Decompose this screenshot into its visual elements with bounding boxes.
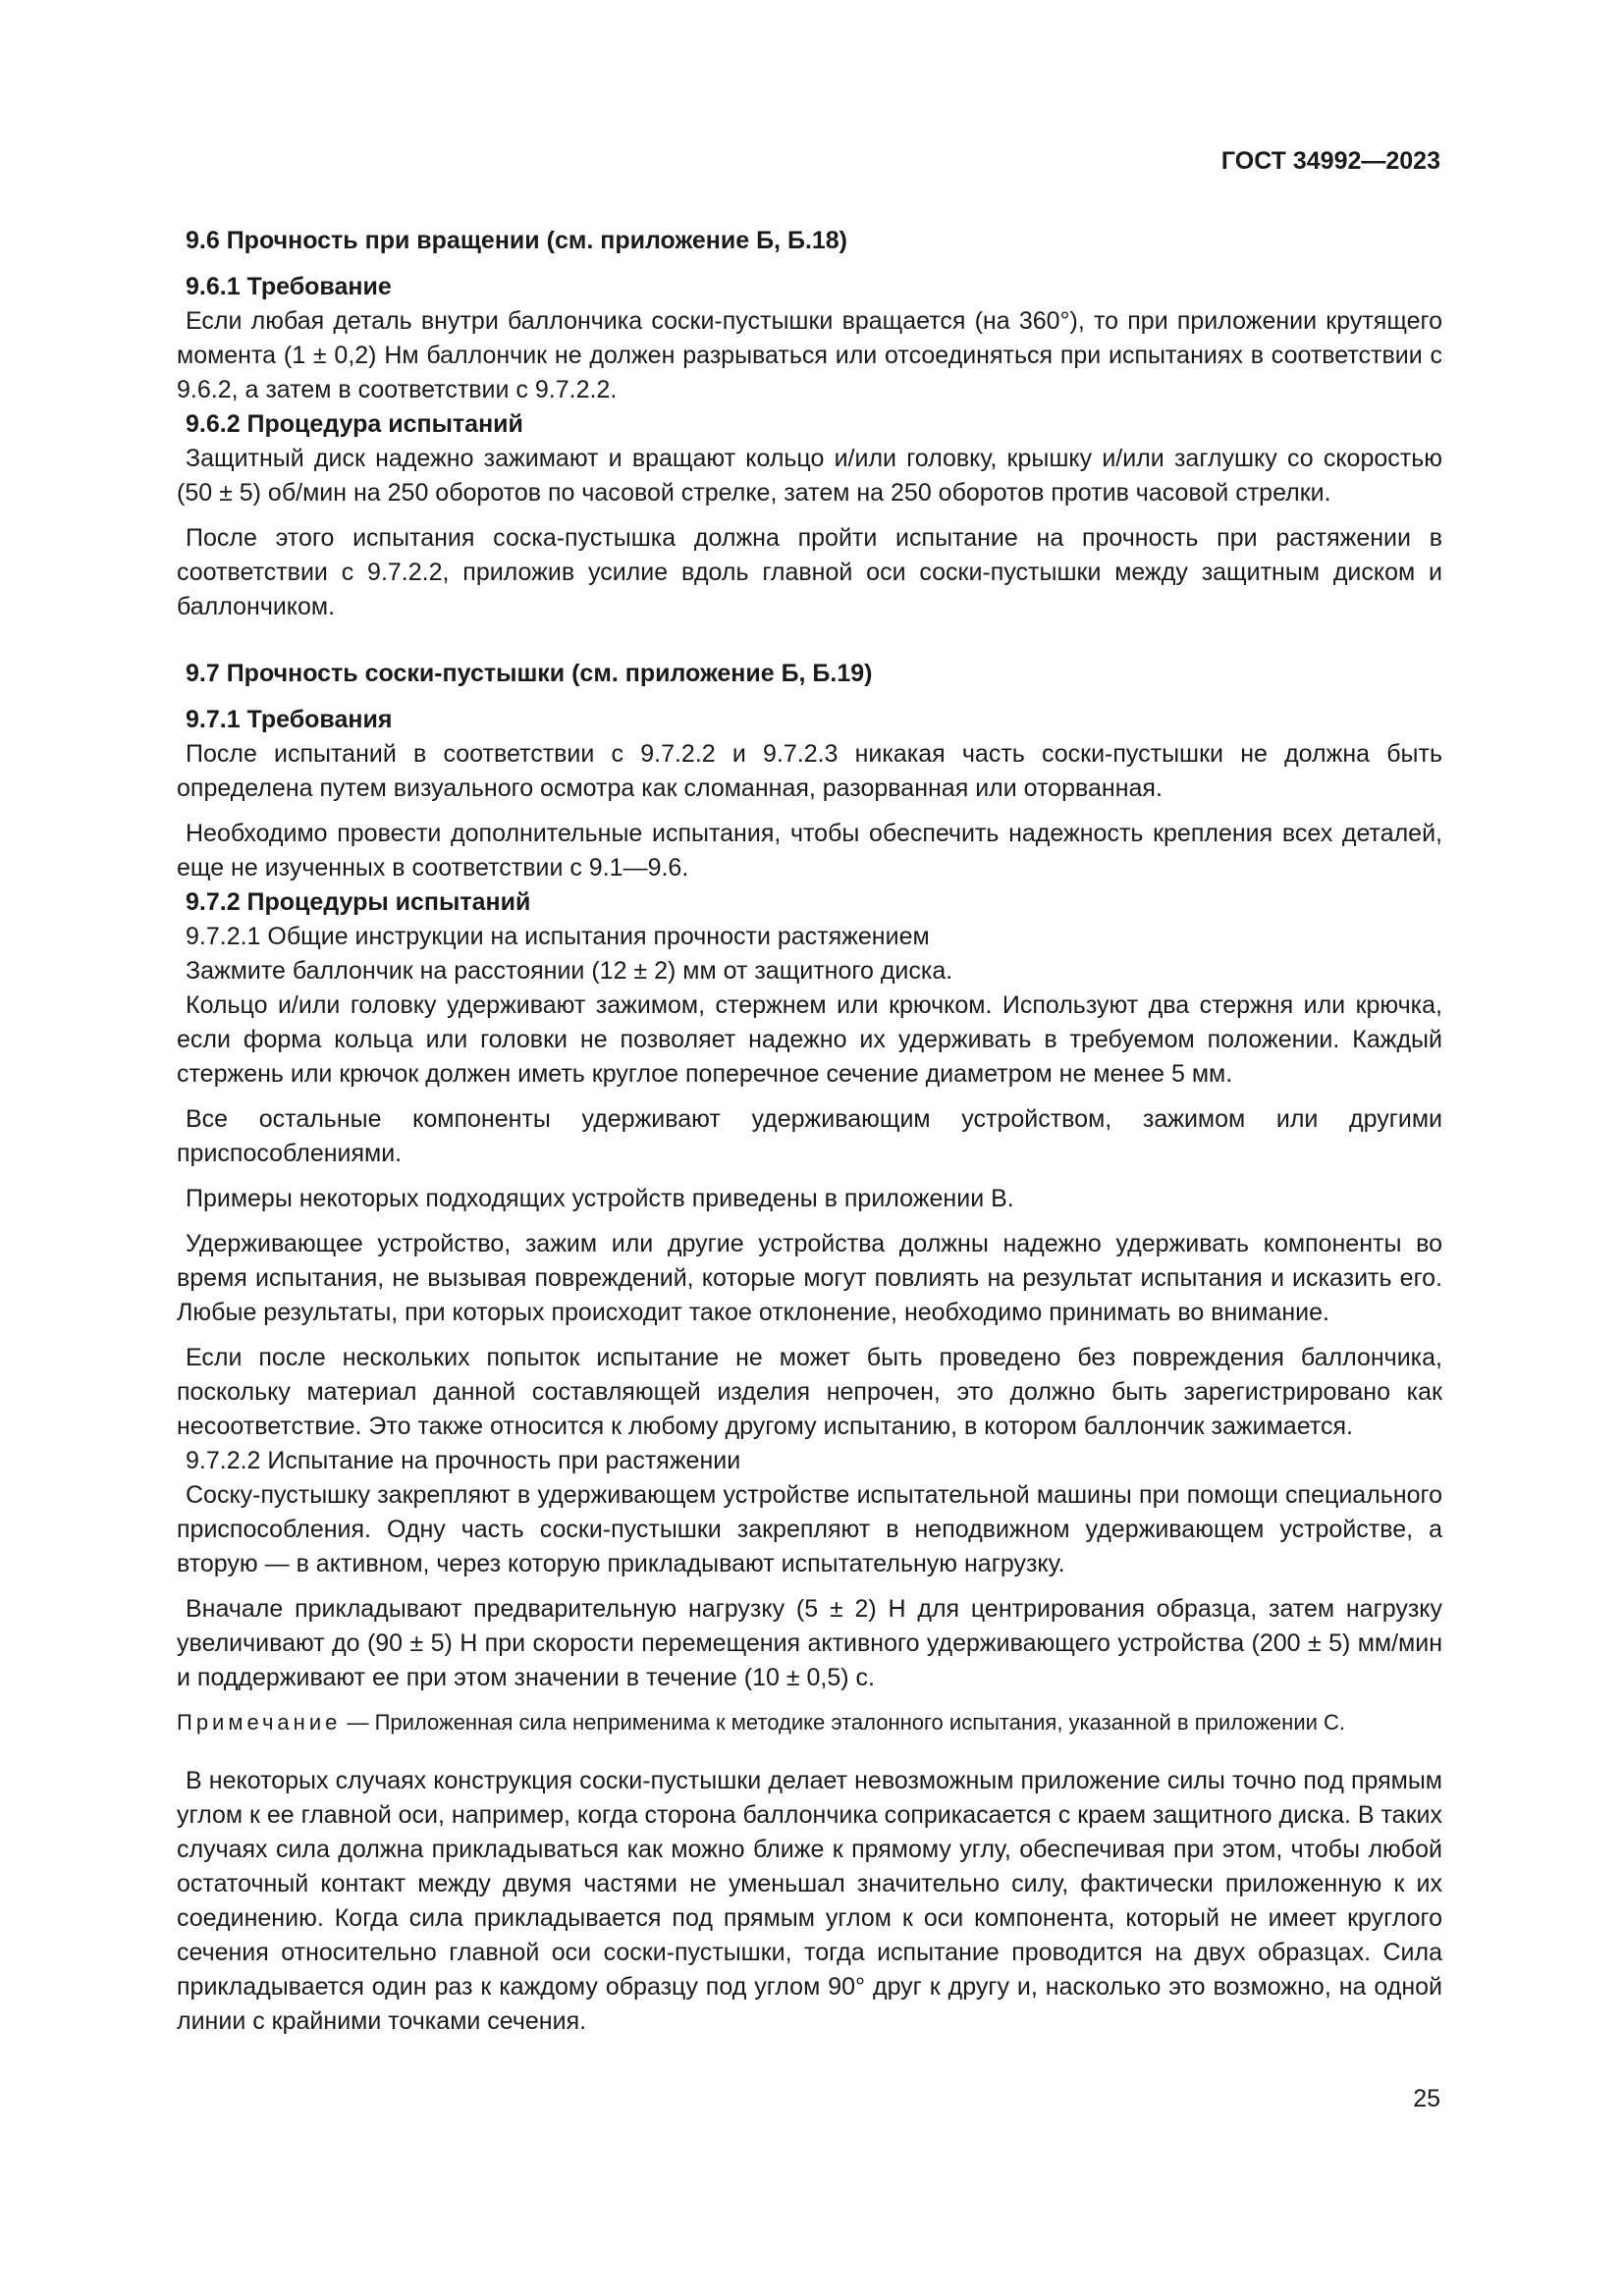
paragraph: Вначале прикладывают предварительную нагрузку (5 ± 2) Н для центрирования образца, затем нагрузку увеличивают до (90 ± 5) Н при скорости перемещения активного удерживающего устройства (200 ± 5) мм/мин и поддерживают ее при этом значении в течение (10 ± 0,5) с. <box>177 1595 1442 1691</box>
paragraph: Все остальные компоненты удерживают удерживающим устройством, зажимом или другими приспособлениями. <box>177 1105 1442 1167</box>
document-header: ГОСТ 34992—2023 <box>1220 147 1440 175</box>
paragraph: После этого испытания соска-пустышка должна пройти испытание на прочность при растяжении в соответствии с 9.7.2.2, приложив усилие вдоль главной оси соски-пустышки между защитным диском и баллончиком. <box>177 524 1442 620</box>
paragraph: Примеры некоторых подходящих устройств приведены в приложении В. <box>186 1185 1014 1212</box>
subsection-9-6-1-title: 9.6.1 Требование <box>186 273 392 300</box>
page-number: 25 <box>1413 2085 1440 2112</box>
subsection-9-7-1-title: 9.7.1 Требования <box>186 706 393 733</box>
clause-9-7-2-1-title: 9.7.2.1 Общие инструкции на испытания прочности растяжением <box>186 923 930 950</box>
paragraph: Если после нескольких попыток испытание не может быть проведено без повреждения баллончика, поскольку материал данной составляющей изделия непрочен, это должно быть зарегистрировано как несоответствие. Это также относится к любому другому испытанию, в котором баллончик зажимается. <box>177 1344 1442 1440</box>
note <box>177 1707 1442 1737</box>
clause-9-7-2-2-title: 9.7.2.2 Испытание на прочность при растяжении <box>186 1447 741 1474</box>
document-body <box>177 224 1442 2039</box>
paragraph: Защитный диск надежно зажимают и вращают кольцо и/или головку, крышку и/или заглушку со скоростью (50 ± 5) об/мин на 250 оборотов по часовой стрелке, затем на 250 оборотов против часовой стрелки. <box>177 445 1442 507</box>
paragraph: Необходимо провести дополнительные испытания, чтобы обеспечить надежность крепления всех деталей, еще не изученных в соответствии с 9.1—9.6. <box>177 820 1442 881</box>
note-text: — Приложенная сила неприменима к методике эталонного испытания, указанной в приложении С. <box>341 1710 1346 1735</box>
paragraph: Кольцо и/или головку удерживают зажимом, стержнем или крючком. Используют два стержня или крючка, если форма кольца или головки не позволяет надежно их удерживать в требуемом положении. Каждый стержень или крючок должен иметь круглое поперечное сечение диаметром не менее 5 мм. <box>177 991 1442 1088</box>
paragraph: После испытаний в соответствии с 9.7.2.2 и 9.7.2.3 никакая часть соски-пустышки не должна быть определена путем визуального осмотра как сломанная, разорванная или оторванная. <box>177 740 1442 802</box>
paragraph: Если любая деталь внутри баллончика соски-пустышки вращается (на 360°), то при приложении крутящего момента (1 ± 0,2) Нм баллончик не должен разрываться или отсоединяться при испытаниях в соответствии с 9.6.2, а затем в соответствии с 9.7.2.2. <box>177 307 1442 403</box>
paragraph: В некоторых случаях конструкция соски-пустышки делает невозможным приложение силы точно под прямым углом к ее главной оси, например, когда сторона баллончика соприкасается с краем защитного диска. В таких случаях сила должна прикладываться как можно ближе к прямому углу, обеспечивая при этом, чтобы любой остаточный контакт между двумя частями не уменьшал значительно силу, фактически приложенную к их соединению. Когда сила прикладывается под прямым углом к оси компонента, который не имеет круглого сечения относительно главной оси соски-пустышки, тогда испытание проводится на двух образцах. Сила прикладывается один раз к каждому образцу под углом 90° друг к другу и, насколько это возможно, на одной линии с крайними точками сечения. <box>177 1767 1442 2035</box>
section-9-7-title: 9.7 Прочность соски-пустышки (см. приложение Б, Б.19) <box>186 660 873 687</box>
section-9-6-title: 9.6 Прочность при вращении (см. приложение Б, Б.18) <box>186 227 847 254</box>
paragraph: Соску-пустышку закрепляют в удерживающем устройстве испытательной машины при помощи специального приспособления. Одну часть соски-пустышки закрепляют в неподвижном удерживающем устройстве, а вторую — в активном, через которую прикладывают испытательную нагрузку. <box>177 1481 1442 1577</box>
note-label: Примечание <box>177 1710 342 1735</box>
paragraph: Зажмите баллончик на расстоянии (12 ± 2) мм от защитного диска. <box>186 957 953 985</box>
subsection-9-7-2-title: 9.7.2 Процедуры испытаний <box>186 888 531 916</box>
subsection-9-6-2-title: 9.6.2 Процедура испытаний <box>186 410 523 438</box>
paragraph: Удерживающее устройство, зажим или другие устройства должны надежно удерживать компоненты во время испытания, не вызывая повреждений, которые могут повлиять на результат испытания и исказить его. Любые результаты, при которых происходит такое отклонение, необходимо принимать во внимание. <box>177 1230 1442 1326</box>
